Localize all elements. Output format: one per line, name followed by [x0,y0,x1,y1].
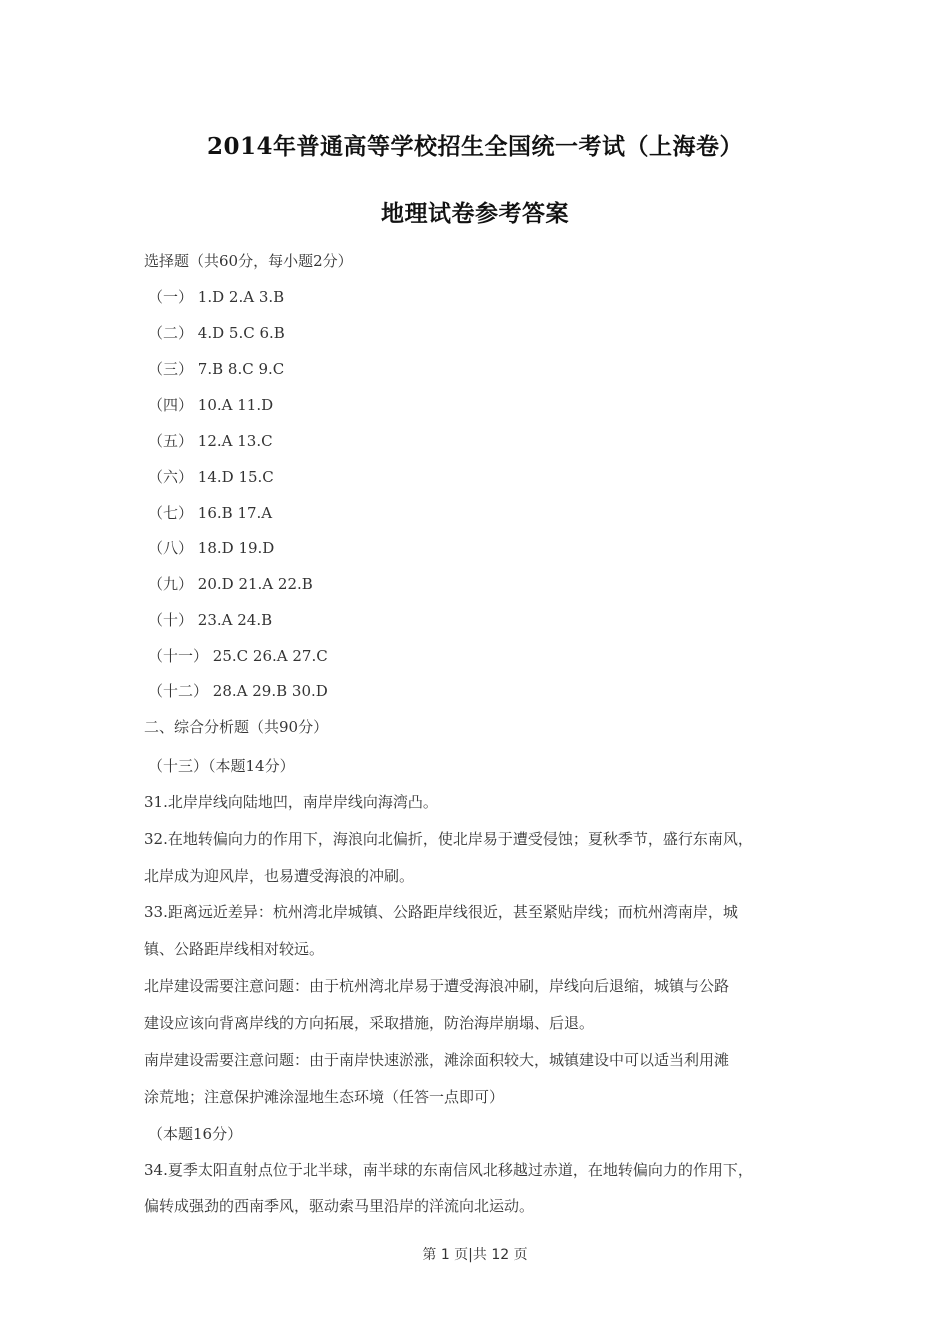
choice-group [148,287,284,307]
choice-group [148,538,274,558]
choice-group [148,359,284,379]
group-answers: 1.D 2.A 3.B [197,288,285,306]
answer-line: 偏转成强劲的西南季风，驱动索马里沿岸的洋流向北运动。 [144,1197,535,1215]
q13-heading: （十三）（本题14分） [148,757,295,775]
group-answers: 25.C 26.A 27.C [212,647,328,665]
choice-group [148,681,328,701]
group-answers: 23.A 24.B [197,611,273,629]
answer-line: 涂荒地；注意保护滩涂湿地生态环境（任答一点即可） [144,1088,505,1106]
group-label: （十一） [148,647,209,665]
answer-line: 北岸建设需要注意问题：由于杭州湾北岸易于遭受海浪冲刷，岸线向后退缩，城镇与公路 [144,977,730,995]
choice-group [148,610,272,630]
choice-group [148,431,273,451]
group-label: （七） [148,504,194,522]
group-answers: 4.D 5.C 6.B [197,324,285,342]
group-answers: 14.D 15.C [197,468,274,486]
group-label: （十） [148,611,194,629]
group-label: （八） [148,539,194,557]
choice-group [148,574,313,594]
group-label: （五） [148,432,194,450]
group-answers: 16.B 17.A [197,504,273,522]
section2-heading: 二、综合分析题（共90分） [144,718,329,736]
group-label: （二） [148,324,194,342]
group-answers: 18.D 19.D [197,539,275,557]
group-label: （一） [148,288,194,306]
answer-line: 32.在地转偏向力的作用下，海浪向北偏折，使北岸易于遭受侵蚀；夏秋季节，盛行东南风， [144,830,753,848]
group-answers: 28.A 29.B 30.D [212,682,328,700]
choice-group [148,323,285,343]
document-title: 2014年普通高等学校招生全国统一考试（上海卷） [206,133,743,160]
choice-group [148,646,328,666]
q-heading: （本题16分） [148,1125,243,1143]
page-footer: 第 1 页|共 12 页 [422,1247,528,1263]
group-label: （十二） [148,682,209,700]
choice-group [148,503,272,523]
answer-line: 34.夏季太阳直射点位于北半球，南半球的东南信风北移越过赤道，在地转偏向力的作用下， [144,1161,753,1179]
group-label: （四） [148,396,194,414]
answer-line: 南岸建设需要注意问题：由于南岸快速淤涨，滩涂面积较大，城镇建设中可以适当利用滩 [144,1051,730,1069]
section1-heading: 选择题（共60分，每小题2分） [144,252,353,270]
group-label: （六） [148,468,194,486]
group-answers: 12.A 13.C [197,432,273,450]
group-label: （九） [148,575,194,593]
choice-group [148,467,274,487]
choice-group [148,395,273,415]
answer-line: 北岸成为迎风岸，也易遭受海浪的冲刷。 [144,867,415,885]
answer-line: 33.距离远近差异：杭州湾北岸城镇、公路距岸线很近，甚至紧贴岸线；而杭州湾南岸，城 [144,903,738,921]
group-answers: 7.B 8.C 9.C [197,360,285,378]
group-answers: 20.D 21.A 22.B [197,575,313,593]
group-answers: 10.A 11.D [197,396,274,414]
group-label: （三） [148,360,194,378]
answer-line: 31.北岸岸线向陆地凹，南岸岸线向海湾凸。 [144,793,438,811]
document-subtitle: 地理试卷参考答案 [381,200,569,227]
answer-line: 建设应该向背离岸线的方向拓展，采取措施，防治海岸崩塌、后退。 [144,1014,595,1032]
answer-line: 镇、公路距岸线相对较远。 [144,940,325,958]
